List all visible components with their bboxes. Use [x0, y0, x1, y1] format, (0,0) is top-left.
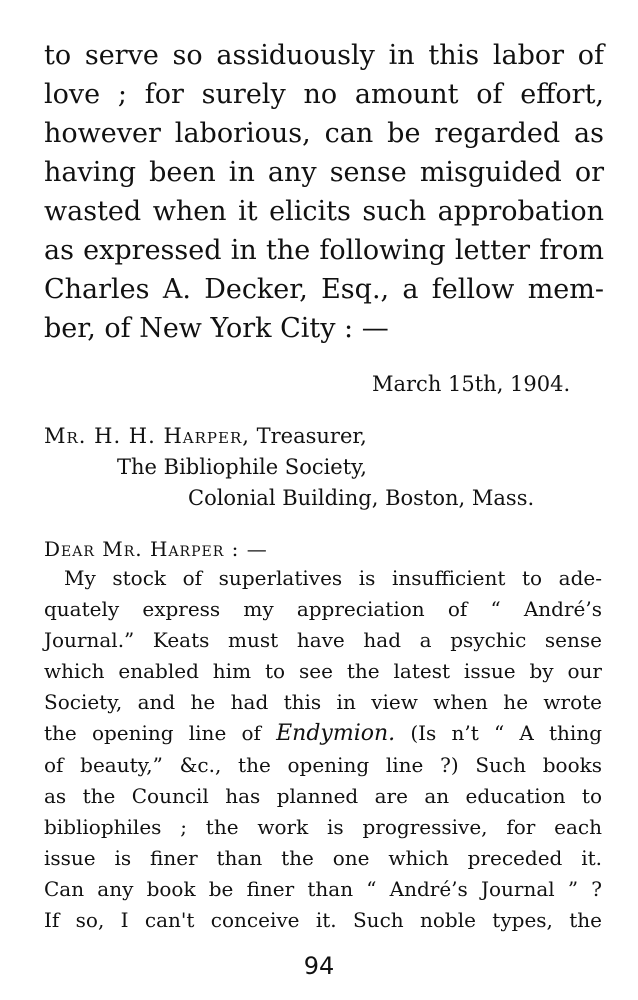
- paragraph-line: having been in any sense misguided or: [44, 157, 604, 188]
- letter-recipient: [44, 424, 367, 448]
- letter-body-line: Society, and he had this in view when he wrote: [44, 690, 602, 714]
- letter-body-line: issue is finer than the one which preceded it.: [44, 846, 602, 870]
- letter-body-line: quately express my appreciation of “ André’s: [44, 597, 602, 621]
- letter-body-line: Can any book be finer than “ André’s Journal ” ?: [44, 877, 602, 901]
- paragraph-line: ber, of New York City : —: [44, 313, 389, 344]
- body-text: (Is n’t “ A thing: [395, 721, 603, 745]
- recipient-name: Mr. H. H. Harper,: [44, 424, 250, 448]
- recipient-title: Treasurer,: [249, 424, 367, 448]
- body-text: the opening line of: [44, 721, 277, 745]
- letter-body-line: as the Council has planned are an education to: [44, 784, 602, 808]
- address-line-2: Colonial Building, Boston, Mass.: [188, 486, 535, 510]
- letter-body-line: If so, I can't conceive it. Such noble types, the: [44, 908, 602, 932]
- letter-body-line: bibliophiles ; the work is progressive, for each: [44, 815, 602, 839]
- letter-date: March 15th, 1904.: [372, 372, 571, 396]
- letter-body-line: My stock of superlatives is insufficient to ade-: [64, 566, 602, 590]
- letter-salutation: Dear Mr. Harper : —: [44, 537, 268, 561]
- book-title-italic: Endymion.: [276, 721, 396, 746]
- letter-body-line: Journal.” Keats must have had a psychic sense: [44, 628, 602, 652]
- address-line-1: The Bibliophile Society,: [117, 455, 367, 479]
- paragraph-line: as expressed in the following letter from: [44, 235, 604, 266]
- letter-body-line: [44, 721, 602, 746]
- letter-body-line: which enabled him to see the latest issue by our: [44, 659, 602, 683]
- page-number: 94: [303, 952, 335, 980]
- paragraph-line: however laborious, can be regarded as: [44, 118, 604, 149]
- paragraph-line: to serve so assiduously in this labor of: [44, 40, 604, 71]
- paragraph-line: Charles A. Decker, Esq., a fellow mem-: [44, 274, 604, 305]
- paragraph-line: wasted when it elicits such approbation: [44, 196, 604, 227]
- paragraph-line: love ; for surely no amount of effort,: [44, 79, 604, 110]
- letter-body-line: of beauty,” &c., the opening line ?) Such books: [44, 753, 602, 777]
